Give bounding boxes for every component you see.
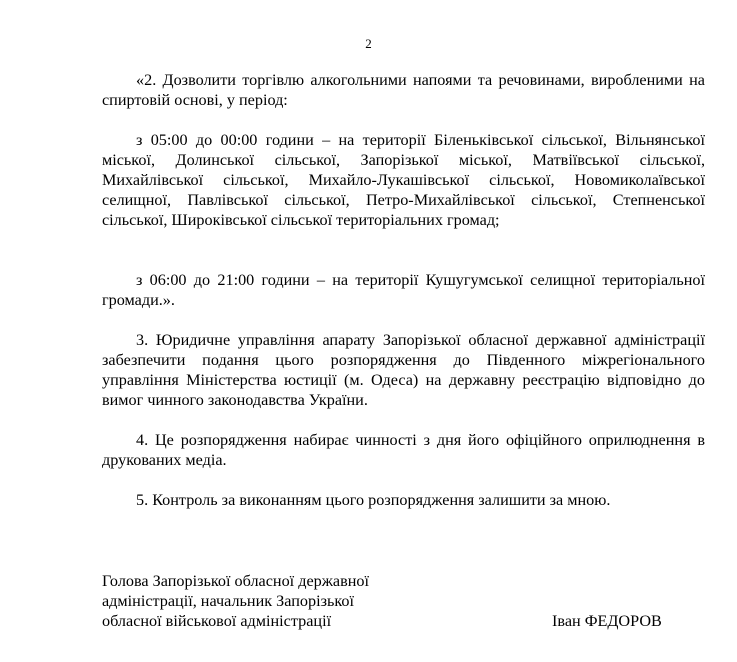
paragraph-text: з 06:00 до 21:00 години – на території Кушугумської селищної територіальної громади.». [102,271,705,309]
paragraph-hours-05-00 [102,130,705,230]
paragraph-effective-date [102,430,705,470]
signatory-position-line: Голова Запорізької обласної державної [102,572,369,590]
signatory-position [102,571,369,631]
paragraph-text: «2. Дозволити торгівлю алкогольними напоями та речовинами, виробленими на спиртовій основі, у період: [102,71,705,109]
signatory-position-line: адміністрації, начальник Запорізької [102,592,355,610]
paragraph-trade-permission [102,70,705,110]
paragraph-text: 5. Контроль за виконанням цього розпорядження залишити за мною. [136,491,611,509]
paragraph-text: 4. Це розпорядження набирає чинності з дня його офіційного оприлюднення в друкованих медіа. [102,431,705,469]
paragraph-legal-department [102,330,705,410]
paragraph-hours-06-00 [102,270,705,310]
signatory-position-line: обласної військової адміністрації [102,612,332,630]
paragraph-text: з 05:00 до 00:00 години – на території Біленьківської сільської, Вільнянської міської, Долинської сільської, Запорізької міської, Матвіївської сільської, Михайлівської сільської, Михайло-Лукашівської сільської, Новомиколаївської селищної, Павлівської сільської, Петро-Михайлівської сільської, Степненської сільської, Широківської сільської територіальних громад; [102,131,705,229]
signatory-name: Іван ФЕДОРОВ [552,612,662,630]
paragraph-text: 3. Юридичне управління апарату Запорізької обласної державної адміністрації забезпечити подання цього розпорядження до Південного міжрегіонального управління Міністерства юстиції (м. Одеса) на державну реєстрацію відповідно до вимог чинного законодавства України. [102,331,705,409]
paragraph-control [102,490,705,510]
page-number: 2 [365,36,372,51]
